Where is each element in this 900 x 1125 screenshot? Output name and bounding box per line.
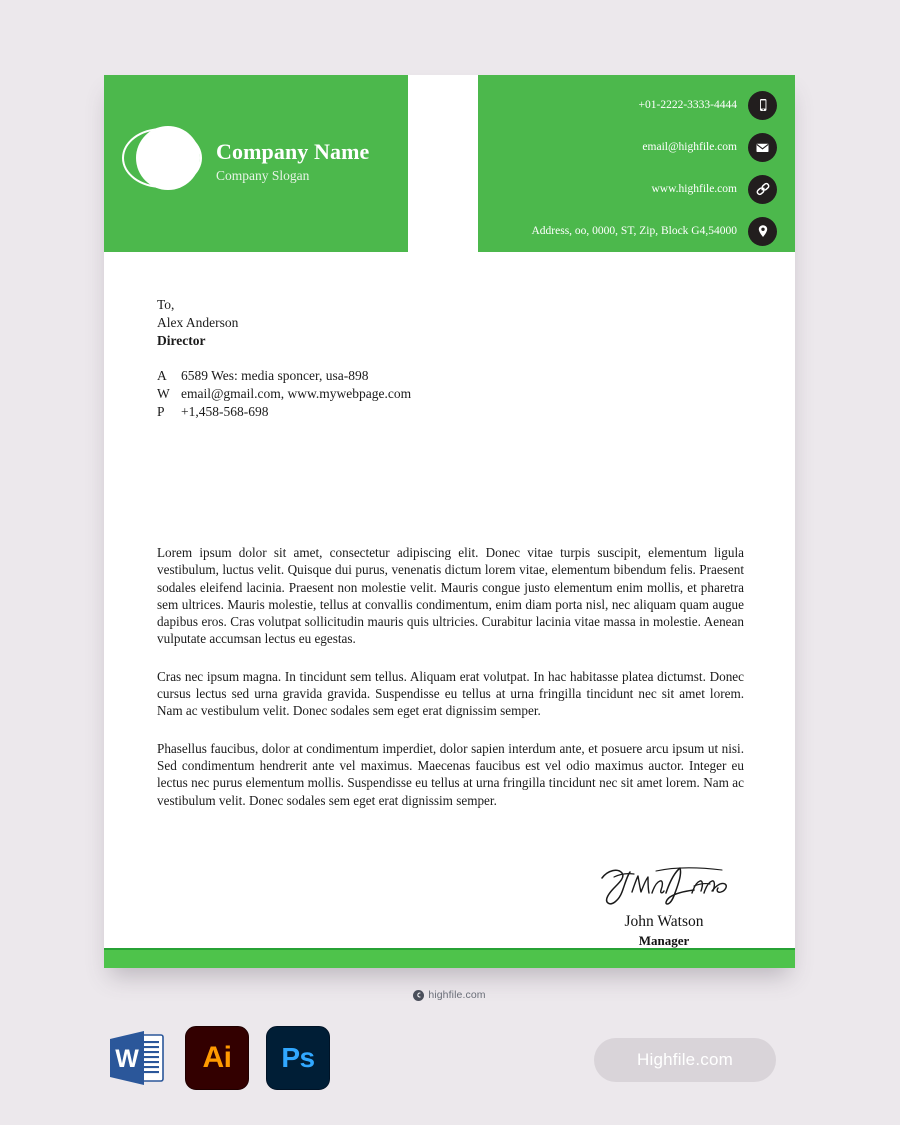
envelope-icon [748, 133, 777, 162]
footer-watermark-text: highfile.com [428, 989, 486, 1001]
detail-key-address: A [157, 368, 167, 383]
signer-title: Manager [638, 933, 690, 948]
contact-address-text: Address, oo, 0000, ST, Zip, Block G4,54000 [531, 224, 737, 237]
recipient-detail-list [157, 367, 587, 421]
adobe-illustrator-label: Ai [202, 1041, 232, 1074]
signature-block [584, 860, 744, 949]
letterhead-page [104, 75, 795, 1001]
contact-phone-text: +01-2222-3333-4444 [638, 98, 737, 111]
detail-value-phone: +1,458-568-698 [181, 404, 269, 419]
letterhead-header [104, 75, 795, 252]
footer-watermark [104, 989, 795, 1001]
recipient-block [157, 296, 577, 350]
detail-value-address: 6589 Wes: media sponcer, usa-898 [181, 368, 369, 383]
detail-value-web: email@gmail.com, www.mywebpage.com [181, 386, 412, 401]
detail-key-web: W [157, 386, 170, 401]
contact-list [478, 88, 795, 256]
format-icon-tray [104, 1026, 330, 1090]
letter-paragraph: Lorem ipsum dolor sit amet, consectetur adipiscing elit. Donec vitae turpis suscipit, elementum ligula vestibulum, luctus velit. Quisque dui purus, venenatis dictum lorem vitae, elementum bibendum felis. Praesent sodales eleifend lacinia. Praesent non molestie velit. Mauris congue justo elementum enim mollis, et pharetra sem ultrices. Mauris molestie, tellus at convallis condimentum, enim diam porta nisl, nec aliquam quam augue dapibus eros. Cras volutpat sollicitudin mauris quis ultricies. Curabitur lacinia vitae massa in molestie. Aenean vulputate accumsan lectus eu egestas. [157, 545, 744, 647]
location-pin-icon [748, 217, 777, 246]
globe-icon [413, 990, 424, 1001]
detail-row-web [157, 385, 587, 403]
site-badge-text: Highfile.com [637, 1050, 733, 1069]
letter-paragraph: Phasellus faucibus, dolor at condimentum imperdiet, dolor sapien interdum ante, et posuere arcu ipsum ut nisi. Sed condimentum hendrerit ante vel maximus. Maecenas faucibus est vel odio maximus auctor. Integer eu lectus nec purus elementum mollis. Suspendisse eu tellus at urna fringilla tincidunt nec sit amet lorem. Nam ac vestibulum velit. Donec sodales sem eget erat dignissim semper. [157, 740, 744, 808]
page-bottom-bar [104, 948, 795, 968]
contact-row-email[interactable] [478, 130, 777, 164]
detail-row-phone [157, 403, 587, 421]
adobe-illustrator-icon[interactable] [185, 1026, 249, 1090]
signer-name: John Watson [624, 913, 704, 930]
letter-paragraph: Cras nec ipsum magna. In tincidunt sem tellus. Aliquam erat volutpat. In hac habitasse platea dictumst. Donec cursus lectus sed urna gravida gravida. Suspendisse eu tellus at urna fringilla tincidunt nec sit amet lorem. Nam ac vestibulum velit. Donec sodales sem eget erat dignissim semper. [157, 668, 744, 719]
circle-logo-mark [122, 128, 206, 192]
footer-watermark-badge[interactable] [413, 989, 485, 1001]
mobile-phone-icon [748, 91, 777, 120]
svg-text:W: W [115, 1045, 139, 1073]
brand-text-group [216, 139, 406, 184]
contact-email-text: email@highfile.com [642, 140, 737, 153]
microsoft-word-icon[interactable] [104, 1026, 168, 1090]
handwritten-signature-icon [584, 860, 744, 908]
company-slogan: Company Slogan [216, 168, 310, 183]
detail-row-address [157, 367, 587, 385]
contact-row-website[interactable] [478, 172, 777, 206]
recipient-salutation: To, [157, 297, 175, 312]
letter-paragraph-list [157, 544, 744, 809]
detail-key-phone: P [157, 404, 165, 419]
adobe-photoshop-icon[interactable] [266, 1026, 330, 1090]
recipient-role: Director [157, 333, 206, 348]
contact-website-text: www.highfile.com [651, 182, 737, 195]
logo-solid-circle [136, 126, 200, 190]
company-name: Company Name [216, 139, 370, 164]
link-chain-icon [748, 175, 777, 204]
contact-row-address[interactable] [478, 214, 777, 248]
adobe-photoshop-label: Ps [281, 1042, 315, 1073]
recipient-name: Alex Anderson [157, 315, 239, 330]
site-badge[interactable] [594, 1038, 776, 1082]
contact-row-phone[interactable] [478, 88, 777, 122]
